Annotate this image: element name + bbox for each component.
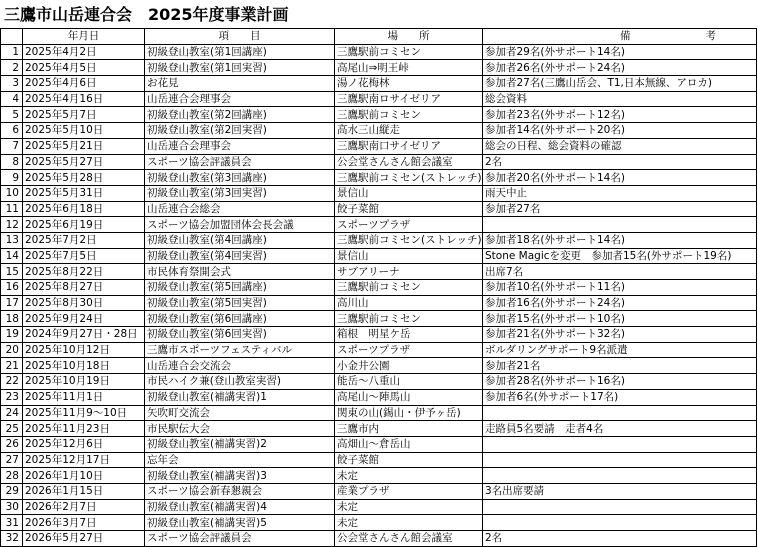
cell-memo: 走路員5名要請 走者4名	[483, 421, 757, 437]
cell-item: 市民ハイク兼(登山教室実習)	[145, 374, 335, 390]
cell-memo	[483, 468, 757, 484]
table-row	[1, 107, 757, 123]
table-row	[1, 405, 757, 421]
cell-date: 2025年4月2日	[23, 44, 145, 60]
cell-place: スポーツプラザ	[335, 217, 483, 233]
table-row	[1, 76, 757, 92]
cell-place: 能岳～八重山	[335, 374, 483, 390]
cell-item: 山岳連合会理事会	[145, 91, 335, 107]
table-row	[1, 342, 757, 358]
cell-place: 三鷹駅前コミセン	[335, 311, 483, 327]
cell-place: 景信山	[335, 185, 483, 201]
cell-place: 三鷹駅前コミセン	[335, 280, 483, 296]
table-row	[1, 123, 757, 139]
table-row	[1, 138, 757, 154]
table-row	[1, 452, 757, 468]
cell-no: 24	[1, 405, 23, 421]
cell-place: 未定	[335, 499, 483, 515]
cell-date: 2025年12月6日	[23, 436, 145, 452]
cell-date: 2025年6月19日	[23, 217, 145, 233]
cell-no: 22	[1, 374, 23, 390]
cell-date: 2025年6月18日	[23, 201, 145, 217]
cell-date: 2025年8月22日	[23, 264, 145, 280]
cell-memo: 参加者10名(外サポート11名)	[483, 280, 757, 296]
cell-date: 2025年11月23日	[23, 421, 145, 437]
cell-date: 2025年5月10日	[23, 123, 145, 139]
cell-item: 市民駅伝大会	[145, 421, 335, 437]
table-row	[1, 374, 757, 390]
cell-place: 三鷹駅前コミセン	[335, 44, 483, 60]
cell-place: 三鷹駅南口サイゼリア	[335, 138, 483, 154]
cell-memo: Stone Magicを変更 参加者15名(外サポート19名)	[483, 248, 757, 264]
cell-memo	[483, 436, 757, 452]
table-row	[1, 436, 757, 452]
cell-no: 30	[1, 499, 23, 515]
table-row	[1, 389, 757, 405]
table-row	[1, 421, 757, 437]
cell-item: 初級登山教室(補講実習)4	[145, 499, 335, 515]
cell-no: 11	[1, 201, 23, 217]
cell-memo: 参加者21名(外サポート32名)	[483, 327, 757, 343]
cell-no: 8	[1, 154, 23, 170]
cell-date: 2025年5月31日	[23, 185, 145, 201]
table-row	[1, 280, 757, 296]
cell-item: 初級登山教室(第6回講座)	[145, 311, 335, 327]
cell-memo: 参加者20名(外サポート14名)	[483, 170, 757, 186]
cell-item: 初級登山教室(第4回実習)	[145, 248, 335, 264]
cell-place: 高川山	[335, 295, 483, 311]
cell-no: 5	[1, 107, 23, 123]
cell-memo	[483, 405, 757, 421]
table-row	[1, 327, 757, 343]
cell-place: 関東の山(錫山・伊予ヶ岳)	[335, 405, 483, 421]
cell-place: 三鷹駅前コミセン(ストレッチ)	[335, 170, 483, 186]
cell-date: 2026年3月7日	[23, 515, 145, 531]
cell-date: 2026年5月27日	[23, 531, 145, 547]
table-row	[1, 217, 757, 233]
cell-memo: 参加者29名(外サポート14名)	[483, 44, 757, 60]
cell-item: 初級登山教室(補講実習)2	[145, 436, 335, 452]
cell-place: 公会堂さんさん館会議室	[335, 531, 483, 547]
cell-no: 25	[1, 421, 23, 437]
page-title: 三鷹市山岳連合会 2025年度事業計画	[4, 5, 289, 24]
table-row	[1, 311, 757, 327]
header-memo: 備 考	[483, 29, 757, 45]
cell-no: 20	[1, 342, 23, 358]
cell-memo: 参加者14名(外サポート20名)	[483, 123, 757, 139]
cell-place: 高畑山～倉岳山	[335, 436, 483, 452]
cell-no: 23	[1, 389, 23, 405]
cell-no: 32	[1, 531, 23, 547]
cell-no: 6	[1, 123, 23, 139]
cell-memo: 総会の日程、総会資料の確認	[483, 138, 757, 154]
table-row	[1, 515, 757, 531]
cell-no: 27	[1, 452, 23, 468]
cell-item: 初級登山教室(補講実習)5	[145, 515, 335, 531]
cell-item: 市民体育祭開会式	[145, 264, 335, 280]
table-body	[1, 44, 757, 546]
table-row	[1, 358, 757, 374]
header-row	[1, 29, 757, 45]
cell-date: 2025年7月5日	[23, 248, 145, 264]
cell-memo: 参加者27名(三鷹山岳会、T1,日本無線、アロカ)	[483, 76, 757, 92]
cell-place: 公会堂さんさん館会議室	[335, 154, 483, 170]
cell-place: 三鷹駅前コミセン(ストレッチ)	[335, 232, 483, 248]
cell-item: 初級登山教室(第5回実習)	[145, 295, 335, 311]
cell-no: 31	[1, 515, 23, 531]
cell-date: 2025年8月27日	[23, 280, 145, 296]
cell-item: スポーツ協会加盟団体会長会議	[145, 217, 335, 233]
cell-item: 初級登山教室(第1回実習)	[145, 60, 335, 76]
cell-item: 初級登山教室(第6回実習)	[145, 327, 335, 343]
cell-date: 2025年8月30日	[23, 295, 145, 311]
table-row	[1, 468, 757, 484]
table-row	[1, 531, 757, 547]
cell-place: 高尾山⇒明王峠	[335, 60, 483, 76]
cell-memo: ボルダリングサポート9名派遣	[483, 342, 757, 358]
cell-item: 矢吹町交流会	[145, 405, 335, 421]
table-row	[1, 154, 757, 170]
cell-no: 29	[1, 483, 23, 499]
table-row	[1, 60, 757, 76]
cell-no: 10	[1, 185, 23, 201]
cell-item: 初級登山教室(第3回講座)	[145, 170, 335, 186]
cell-item: 山岳連合会交流会	[145, 358, 335, 374]
cell-place: 三鷹市内	[335, 421, 483, 437]
cell-memo: 出席7名	[483, 264, 757, 280]
cell-place: 三鷹駅前コミセン	[335, 107, 483, 123]
cell-item: 三鷹市スポーツフェスティバル	[145, 342, 335, 358]
cell-date: 2025年10月12日	[23, 342, 145, 358]
cell-memo: 参加者27名	[483, 201, 757, 217]
cell-date: 2026年2月7日	[23, 499, 145, 515]
cell-item: 初級登山教室(第5回講座)	[145, 280, 335, 296]
cell-no: 9	[1, 170, 23, 186]
cell-date: 2025年5月7日	[23, 107, 145, 123]
cell-item: 初級登山教室(補講実習)3	[145, 468, 335, 484]
cell-memo: 2名	[483, 154, 757, 170]
cell-no: 16	[1, 280, 23, 296]
table-row	[1, 44, 757, 60]
cell-memo: 2名	[483, 531, 757, 547]
cell-no: 19	[1, 327, 23, 343]
cell-no: 26	[1, 436, 23, 452]
cell-no: 3	[1, 76, 23, 92]
cell-item: 初級登山教室(第4回講座)	[145, 232, 335, 248]
cell-memo: 参加者26名(外サポート24名)	[483, 60, 757, 76]
cell-date: 2025年5月28日	[23, 170, 145, 186]
table-row	[1, 295, 757, 311]
cell-memo: 参加者16名(外サポート24名)	[483, 295, 757, 311]
cell-item: お花見	[145, 76, 335, 92]
cell-place: 高水三山縦走	[335, 123, 483, 139]
cell-no: 1	[1, 44, 23, 60]
table-row	[1, 170, 757, 186]
cell-no: 2	[1, 60, 23, 76]
cell-place: 餃子菜館	[335, 201, 483, 217]
cell-date: 2025年4月6日	[23, 76, 145, 92]
cell-item: 初級登山教室(第3回実習)	[145, 185, 335, 201]
cell-item: 山岳連合会理事会	[145, 138, 335, 154]
cell-place: スポーツプラザ	[335, 342, 483, 358]
cell-memo	[483, 452, 757, 468]
cell-memo: 総会資料	[483, 91, 757, 107]
cell-date: 2024年9月27日・28日	[23, 327, 145, 343]
cell-date: 2025年9月24日	[23, 311, 145, 327]
cell-place: 高尾山～陣馬山	[335, 389, 483, 405]
cell-date: 2026年1月10日	[23, 468, 145, 484]
schedule-table	[0, 28, 757, 547]
cell-no: 12	[1, 217, 23, 233]
cell-place: 小金井公園	[335, 358, 483, 374]
table-row	[1, 483, 757, 499]
table-row	[1, 499, 757, 515]
cell-item: 初級登山教室(第2回実習)	[145, 123, 335, 139]
cell-date: 2025年11月1日	[23, 389, 145, 405]
cell-memo: 参加者28名(外サポート16名)	[483, 374, 757, 390]
cell-item: 初級登山教室(第1回講座)	[145, 44, 335, 60]
cell-date: 2025年11月9～10日	[23, 405, 145, 421]
cell-memo: 参加者15名(外サポート10名)	[483, 311, 757, 327]
cell-place: 景信山	[335, 248, 483, 264]
cell-place: 餃子菜館	[335, 452, 483, 468]
cell-date: 2025年5月21日	[23, 138, 145, 154]
cell-item: 初級登山教室(第2回講座)	[145, 107, 335, 123]
cell-date: 2025年7月2日	[23, 232, 145, 248]
cell-item: スポーツ協会評議員会	[145, 531, 335, 547]
cell-item: 山岳連合会総会	[145, 201, 335, 217]
table-row	[1, 185, 757, 201]
cell-memo	[483, 499, 757, 515]
cell-no: 28	[1, 468, 23, 484]
header-no	[1, 29, 23, 45]
cell-item: 初級登山教室(補講実習)1	[145, 389, 335, 405]
cell-place: 箱根 明星ケ岳	[335, 327, 483, 343]
cell-no: 18	[1, 311, 23, 327]
cell-date: 2025年5月27日	[23, 154, 145, 170]
cell-memo: 参加者21名	[483, 358, 757, 374]
cell-date: 2025年12月17日	[23, 452, 145, 468]
cell-memo: 参加者6名(外サポート17名)	[483, 389, 757, 405]
cell-memo: 雨天中止	[483, 185, 757, 201]
cell-place: 産業プラザ	[335, 483, 483, 499]
cell-item: スポーツ協会新春懇親会	[145, 483, 335, 499]
table-row	[1, 264, 757, 280]
table-row	[1, 201, 757, 217]
cell-memo	[483, 217, 757, 233]
cell-item: 忘年会	[145, 452, 335, 468]
cell-date: 2025年10月18日	[23, 358, 145, 374]
cell-place: 未定	[335, 468, 483, 484]
cell-memo: 3名出席要請	[483, 483, 757, 499]
cell-memo	[483, 515, 757, 531]
header-item: 項 目	[145, 29, 335, 45]
cell-memo: 参加者23名(外サポート12名)	[483, 107, 757, 123]
cell-place: 三鷹駅南ロサイゼリア	[335, 91, 483, 107]
cell-date: 2025年10月19日	[23, 374, 145, 390]
table-row	[1, 91, 757, 107]
header-date: 年月日	[23, 29, 145, 45]
cell-place: サブアリーナ	[335, 264, 483, 280]
cell-no: 21	[1, 358, 23, 374]
cell-no: 14	[1, 248, 23, 264]
cell-no: 17	[1, 295, 23, 311]
cell-date: 2025年4月5日	[23, 60, 145, 76]
cell-no: 4	[1, 91, 23, 107]
cell-date: 2025年4月16日	[23, 91, 145, 107]
table-row	[1, 248, 757, 264]
cell-no: 13	[1, 232, 23, 248]
cell-date: 2026年1月15日	[23, 483, 145, 499]
table-row	[1, 232, 757, 248]
cell-item: スポーツ協会評議員会	[145, 154, 335, 170]
cell-memo: 参加者18名(外サポート14名)	[483, 232, 757, 248]
cell-place: 未定	[335, 515, 483, 531]
header-place: 場 所	[335, 29, 483, 45]
cell-no: 15	[1, 264, 23, 280]
cell-place: 湯ノ花梅林	[335, 76, 483, 92]
cell-no: 7	[1, 138, 23, 154]
